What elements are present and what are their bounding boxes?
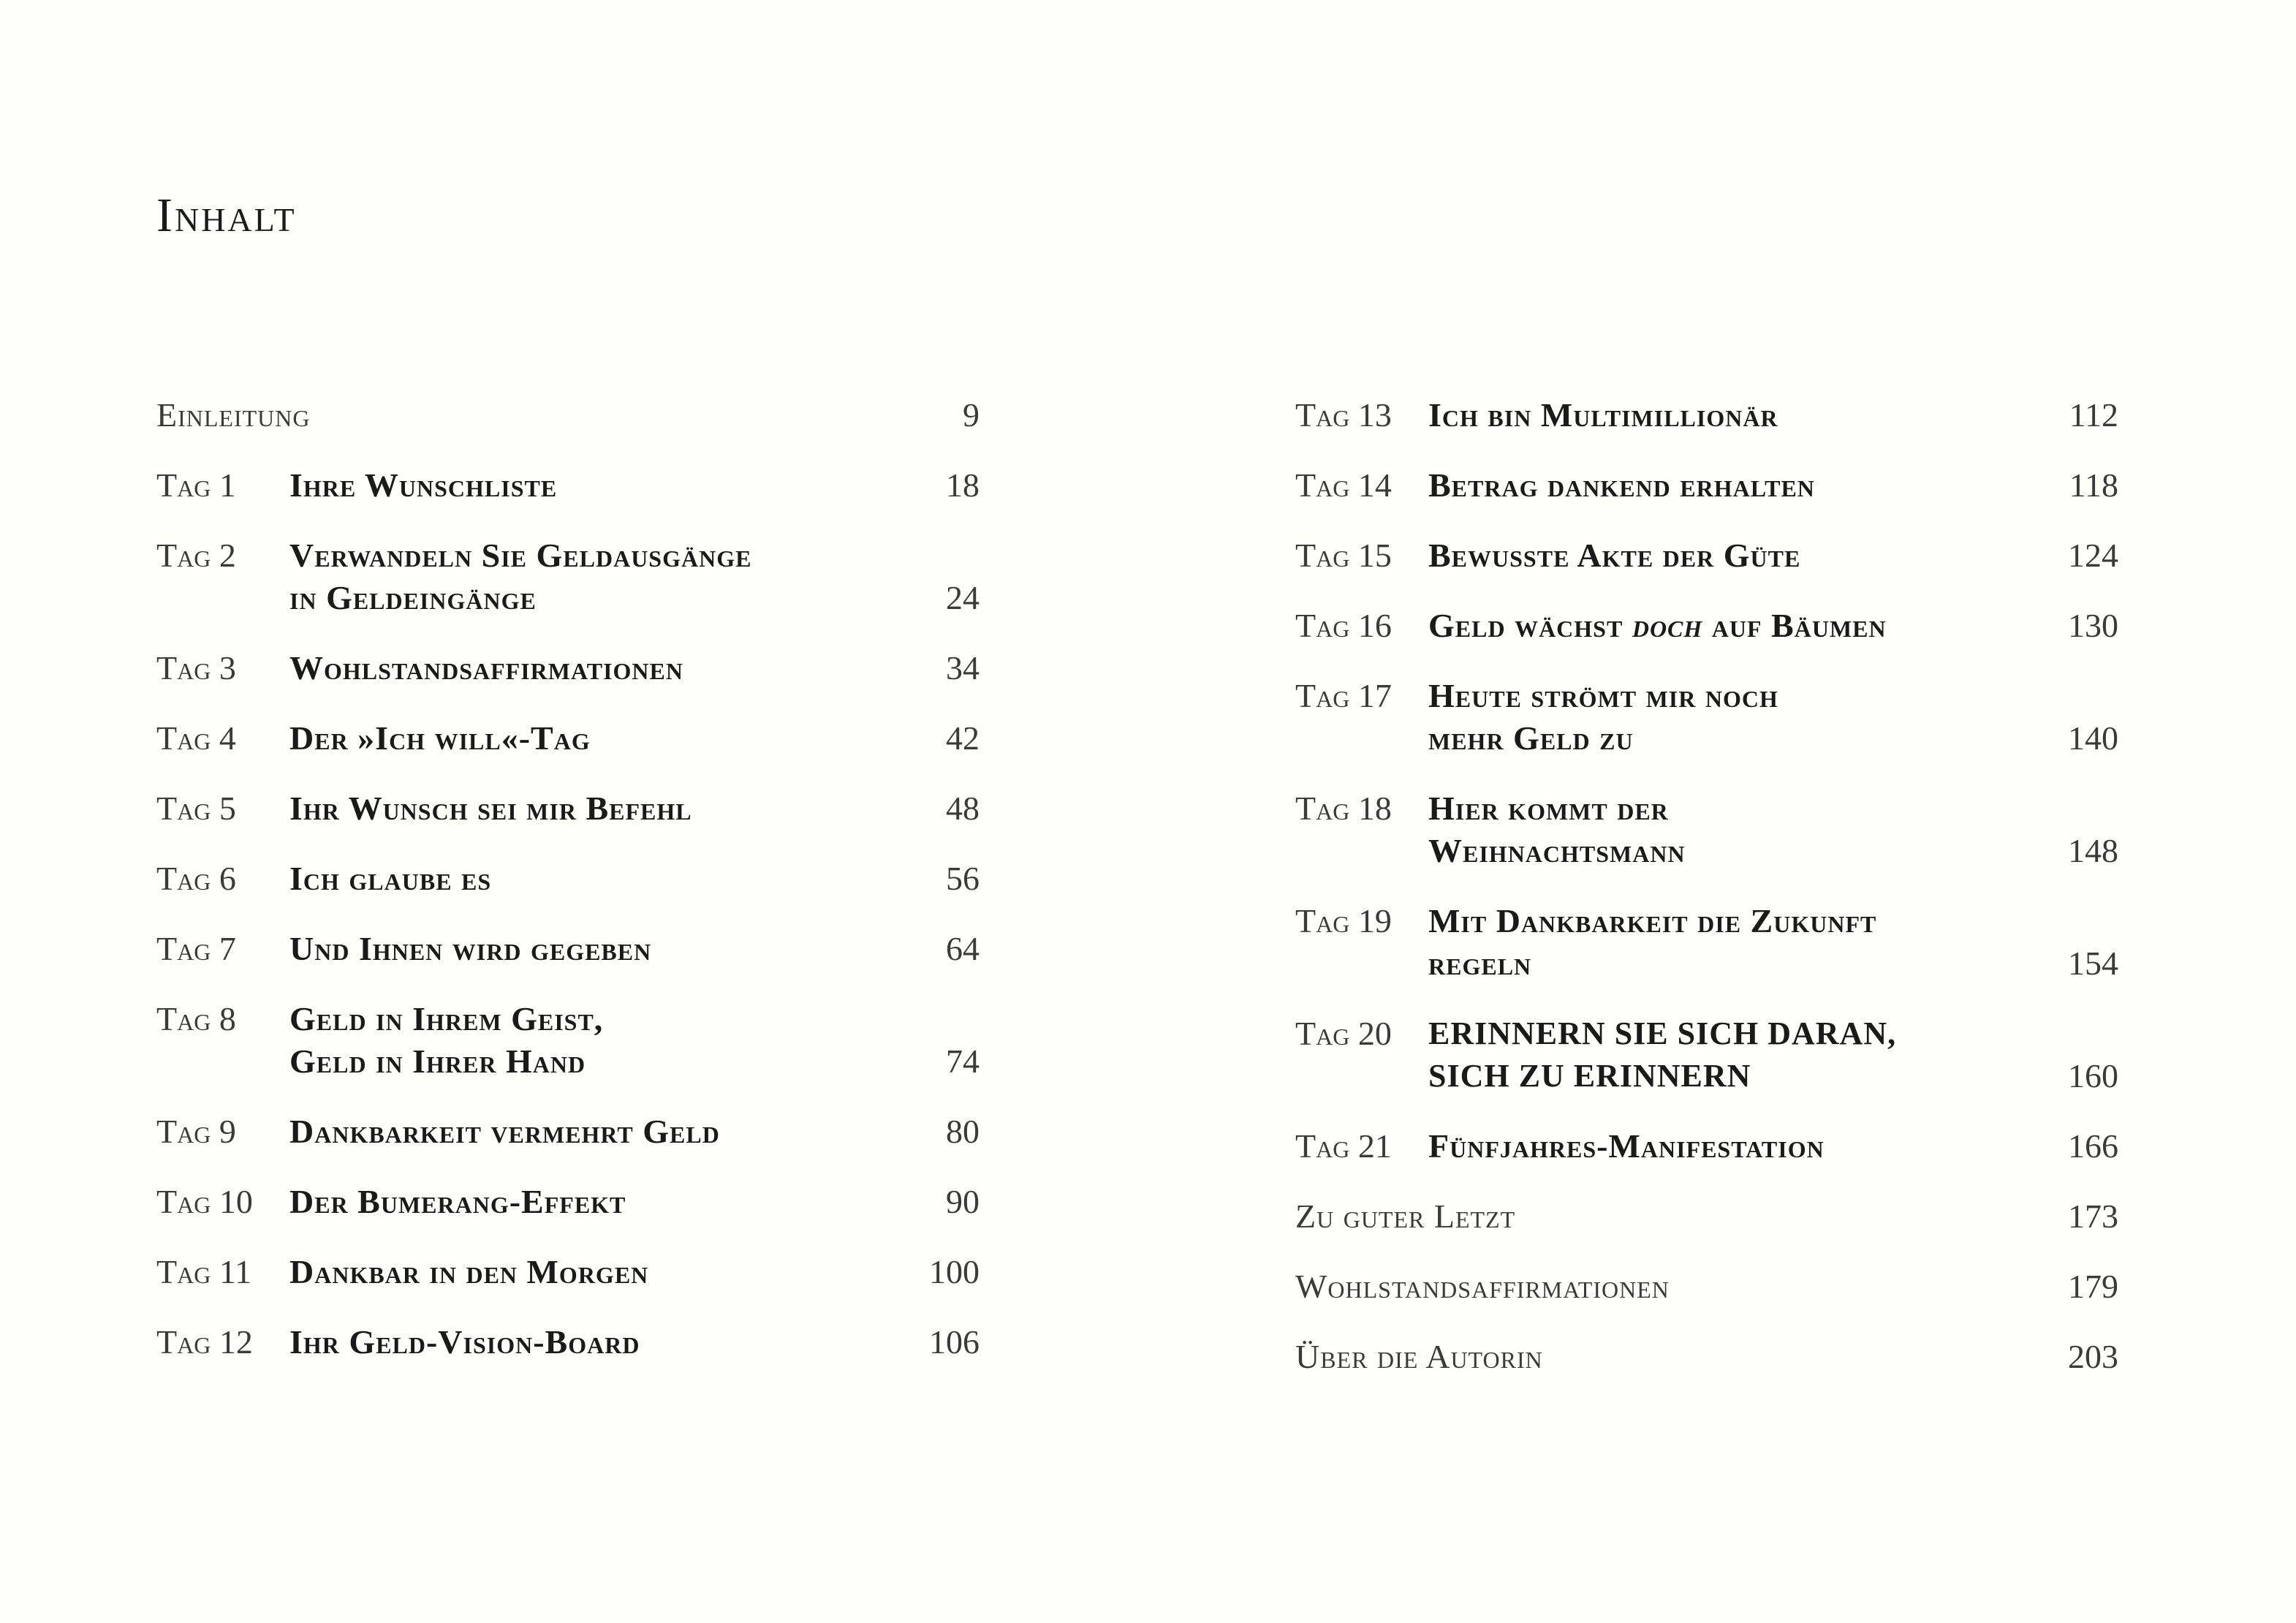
toc-entry-day: Tag 1: [156, 466, 236, 504]
toc-entry-title: Wohlstandsaffirmationen: [1295, 1268, 1670, 1305]
toc-entry-page: 160: [2068, 1057, 2118, 1094]
toc-entry-title: ERINNERN SIE SICH DARAN, SICH ZU ERINNERN: [1428, 1015, 1897, 1094]
toc-entry-page: 9: [963, 396, 980, 434]
toc-entry-day: Tag 20: [1295, 1015, 1392, 1052]
toc-entry-day: Tag 21: [1295, 1127, 1392, 1165]
toc-entry-title: Dankbar in den Morgen: [289, 1253, 649, 1290]
toc-entry-page: 130: [2068, 607, 2118, 644]
toc-entry-page: 100: [929, 1253, 980, 1290]
toc-entry-title: Einleitung: [156, 396, 311, 434]
toc-entry-tag-14[interactable]: [1295, 464, 2118, 534]
toc-entry-tag-4[interactable]: [156, 717, 980, 787]
toc-entry-page: 56: [946, 860, 980, 897]
toc-entry-tag-11[interactable]: [156, 1251, 980, 1321]
toc-entry-zu-guter-letzt[interactable]: [1295, 1195, 2118, 1266]
toc-entry-day: Tag 5: [156, 790, 236, 827]
toc-entry-title: Betrag dankend erhalten: [1428, 466, 1815, 504]
toc-entry-tag-21[interactable]: [1295, 1125, 2118, 1195]
toc-entry-page: 90: [946, 1183, 980, 1220]
toc-entry-page: 24: [946, 579, 980, 616]
toc-entry-tag-16[interactable]: [1295, 605, 2118, 675]
toc-entry-title: Der »Ich will«-Tag: [289, 719, 591, 757]
toc-entry-day: Tag 19: [1295, 902, 1392, 939]
toc-entry-wohlstandsaffirmationen[interactable]: [1295, 1266, 2118, 1336]
toc-entry-day: Tag 9: [156, 1113, 236, 1150]
toc-left-column: [156, 394, 980, 1391]
toc-entry-day: Tag 16: [1295, 607, 1392, 644]
toc-entry-page: 64: [946, 930, 980, 967]
toc-entry-title: Heute strömt mir noch mehr Geld zu: [1428, 677, 1778, 757]
toc-entry-page: 106: [929, 1323, 980, 1361]
toc-entry-day: Tag 14: [1295, 466, 1392, 504]
toc-entry-day: Tag 17: [1295, 677, 1392, 714]
toc-entry-tag-10[interactable]: [156, 1181, 980, 1251]
toc-entry-tag-7[interactable]: [156, 928, 980, 998]
toc-entry-page: 34: [946, 649, 980, 686]
toc-entry-day: Tag 12: [156, 1323, 253, 1361]
toc-entry-title: Geld wächst doch auf Bäumen: [1428, 607, 1887, 644]
toc-entry-page: 48: [946, 790, 980, 827]
toc-entry-page: 80: [946, 1113, 980, 1150]
toc-entry-page: 42: [946, 719, 980, 757]
toc-entry-title: Verwandeln Sie Geldausgänge in Geldeingänge: [289, 537, 752, 616]
toc-entry-ueber-die-autorin[interactable]: [1295, 1336, 2118, 1406]
toc-entry-tag-6[interactable]: [156, 858, 980, 928]
toc-entry-title: Und Ihnen wird gegeben: [289, 930, 652, 967]
toc-entry-page: 112: [2069, 396, 2118, 434]
toc-entry-page: 173: [2068, 1198, 2118, 1235]
toc-entry-title: Ihr Wunsch sei mir Befehl: [289, 790, 692, 827]
toc-entry-day: Tag 18: [1295, 790, 1392, 827]
toc-entry-tag-18[interactable]: [1295, 787, 2118, 900]
toc-entry-title: Ihr Geld-Vision-Board: [289, 1323, 640, 1361]
toc-entry-tag-17[interactable]: [1295, 675, 2118, 787]
toc-entry-day: Tag 6: [156, 860, 236, 897]
toc-entry-day: Tag 2: [156, 537, 236, 574]
toc-entry-page: 124: [2068, 537, 2118, 574]
toc-entry-day: Tag 8: [156, 1000, 236, 1037]
toc-entry-title: Über die Autorin: [1295, 1338, 1543, 1375]
toc-entry-title-emphasis: doch: [1632, 607, 1703, 644]
toc-entry-page: 179: [2068, 1268, 2118, 1305]
toc-entry-day: Tag 15: [1295, 537, 1392, 574]
toc-entry-tag-19[interactable]: [1295, 900, 2118, 1013]
toc-entry-page: 140: [2068, 719, 2118, 757]
toc-entry-title: Fünfjahres-Manifestation: [1428, 1127, 1825, 1165]
toc-entry-title: Ich glaube es: [289, 860, 492, 897]
toc-entry-tag-1[interactable]: [156, 464, 980, 534]
toc-entry-page: 148: [2068, 832, 2118, 869]
toc-entry-day: Tag 4: [156, 719, 236, 757]
toc-entry-title: Mit Dankbarkeit die Zukunft regeln: [1428, 902, 1877, 982]
toc-entry-einleitung[interactable]: [156, 394, 980, 464]
toc-entry-day: Tag 11: [156, 1253, 252, 1290]
toc-entry-page: 154: [2068, 945, 2118, 982]
toc-entry-title: Hier kommt der Weihnachtsmann: [1428, 790, 1686, 869]
toc-entry-title: Bewusste Akte der Güte: [1428, 537, 1801, 574]
toc-entry-tag-20[interactable]: [1295, 1013, 2118, 1125]
toc-entry-tag-12[interactable]: [156, 1321, 980, 1391]
toc-entry-title: Ich bin Multimillionär: [1428, 396, 1778, 434]
page-title: Inhalt: [156, 189, 297, 242]
toc-entry-day: Tag 13: [1295, 396, 1392, 434]
toc-entry-day: Tag 7: [156, 930, 236, 967]
toc-entry-tag-8[interactable]: [156, 998, 980, 1111]
toc-entry-day: Tag 10: [156, 1183, 253, 1220]
toc-entry-title: Ihre Wunschliste: [289, 466, 558, 504]
toc-right-column: [1295, 394, 2118, 1406]
toc-entry-tag-5[interactable]: [156, 787, 980, 858]
toc-entry-page: 203: [2068, 1338, 2118, 1375]
toc-entry-day: Tag 3: [156, 649, 236, 686]
toc-entry-tag-9[interactable]: [156, 1111, 980, 1181]
toc-entry-page: 118: [2069, 466, 2118, 504]
toc-entry-tag-2[interactable]: [156, 534, 980, 647]
toc-entry-title: Der Bumerang-Effekt: [289, 1183, 626, 1220]
toc-entry-tag-3[interactable]: [156, 647, 980, 717]
toc-entry-title: Geld in Ihrem Geist, Geld in Ihrer Hand: [289, 1000, 604, 1080]
toc-entry-title: Dankbarkeit vermehrt Geld: [289, 1113, 720, 1150]
toc-entry-page: 18: [946, 466, 980, 504]
toc-entry-tag-15[interactable]: [1295, 534, 2118, 605]
toc-entry-tag-13[interactable]: [1295, 394, 2118, 464]
toc-entry-page: 74: [946, 1043, 980, 1080]
toc-entry-page: 166: [2068, 1127, 2118, 1165]
toc-entry-title: Wohlstandsaffirmationen: [289, 649, 683, 686]
toc-entry-title: Zu guter Letzt: [1295, 1198, 1516, 1235]
